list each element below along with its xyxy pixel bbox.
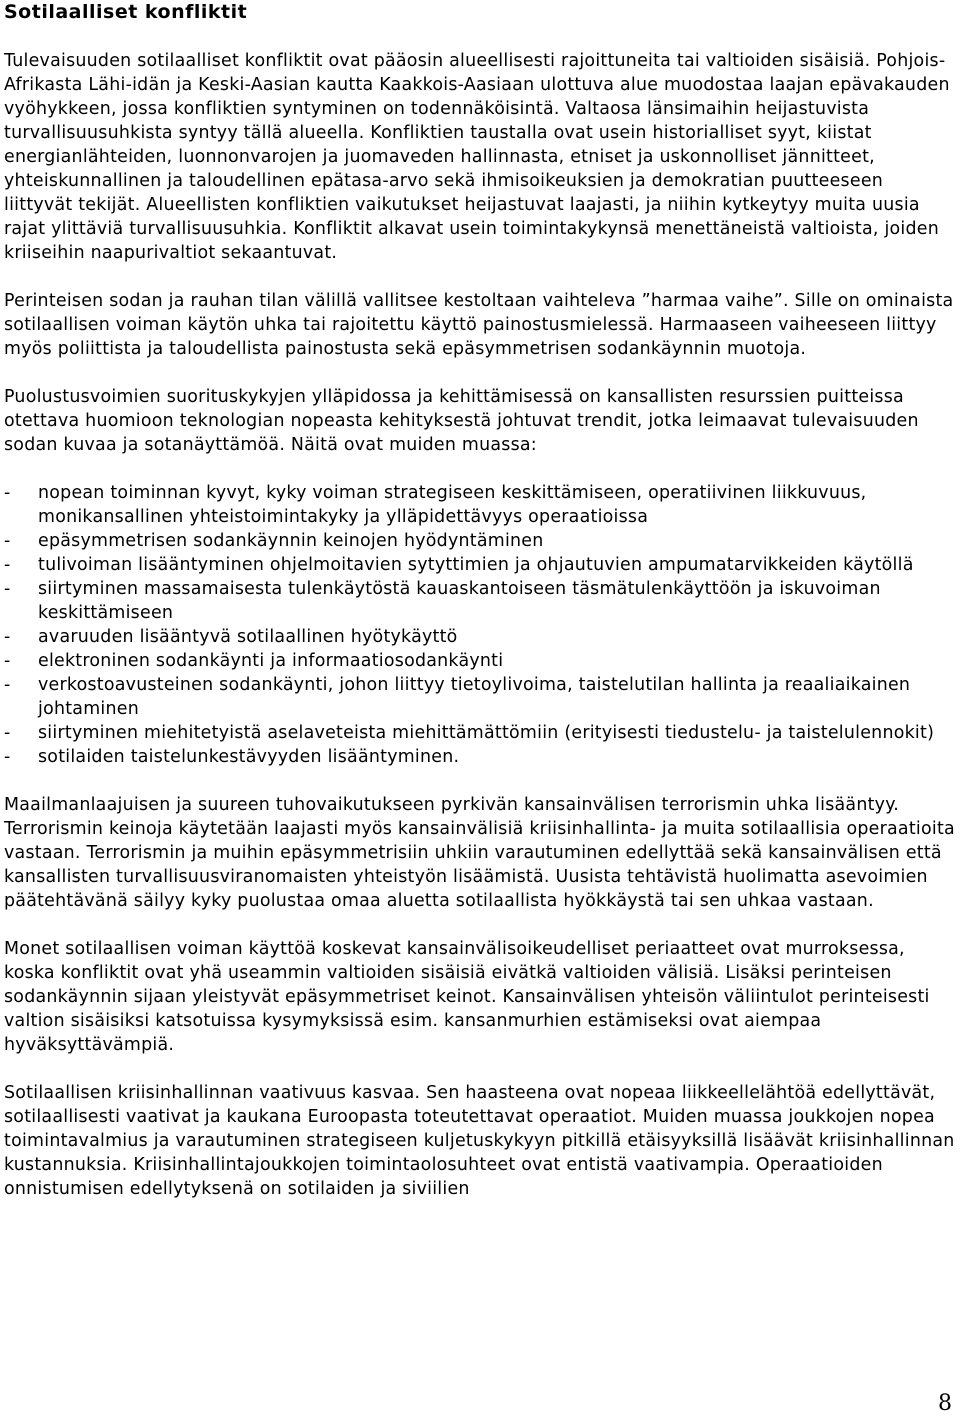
paragraph-gap xyxy=(4,1057,956,1081)
paragraph-intro xyxy=(4,49,956,265)
list-item xyxy=(4,649,956,673)
paragraph-capability: Puolustusvoimien suorituskykyjen ylläpidossa ja kehittämisessä on kansallisten resurssien puitteissa otettava huomioon teknologian nopeasta kehityksestä johtuvat trendit, jotka leimaavat tulevaisuuden sodan kuvaa ja sotanäyttämöä. Näitä ovat muiden muassa: xyxy=(4,387,919,455)
section-title: Sotilaalliset konfliktit xyxy=(4,1,248,23)
paragraph-gap xyxy=(4,361,956,385)
list-item-text: epäsymmetrisen sodankäynnin keinojen hyödyntäminen xyxy=(38,531,544,551)
list-item xyxy=(4,673,956,721)
page-number: 8 xyxy=(938,1391,952,1416)
list-dash: - xyxy=(4,483,11,503)
trend-list xyxy=(4,481,956,769)
intro-text-part2: Konfliktien taustalla ovat usein historialliset syyt, kiistat energianlähteiden, luonnonvarojen ja juomaveden hallinnasta, etniset ja uskonnolliset jännitteet, yhteiskunnallinen ja taloudellinen epätasa-arvo sekä ihmisoikeuksien ja demokratian puutteeseen liittyvät tekijät. Alueellisten konfliktien vaikutukset heijastuvat laajasti, ja niihin kytkeytyy muita uusia rajat ylittäviä turvallisuusuhkia. Konfliktit alkavat usein toimintakykynsä menettäneistä valtioista, joiden kriiseihin naapurivaltiot sekaantuvat. xyxy=(4,123,940,263)
list-dash: - xyxy=(4,627,11,647)
list-item xyxy=(4,577,956,625)
paragraph-crisis-management: Sotilaallisen kriisinhallinnan vaativuus kasvaa. Sen haasteena ovat nopeaa liikkeellelähtöä edellyttävät, sotilaallisesti vaativat ja kaukana Euroopasta toteutettavat operaatiot. Muiden muassa joukkojen nopea toimintavalmius ja varautuminen strategiseen kuljetuskykyyn pitkillä etäisyyksillä lisäävät kriisinhallinnan kustannuksia. Kriisinhallintajoukkojen toimintaolosuhteet ovat entistä vaativampia. Operaatioiden onnistumisen edellytyksenä on sotilaiden ja siviilien xyxy=(4,1083,955,1199)
list-item-text: verkostoavusteinen sodankäynti, johon liittyy tietoylivoima, taistelutilan hallinta ja reaaliaikainen johtaminen xyxy=(38,675,911,719)
list-item xyxy=(4,745,956,769)
paragraph-gap xyxy=(4,769,956,793)
list-item-text: tulivoiman lisääntyminen ohjelmoitavien sytyttimien ja ohjautuvien ampumatarvikkeiden käytöllä xyxy=(38,555,914,575)
list-dash: - xyxy=(4,531,11,551)
paragraph-terrorism: Maailmanlaajuisen ja suureen tuhovaikutukseen pyrkivän kansainvälisen terrorismin uhka lisääntyy. Terrorismin keinoja käytetään laajasti myös kansainvälisiä kriisinhallinta- ja muita sotilaallisia operaatioita vastaan. Terrorismin ja muihin epäsymmetrisiin uhkiin varautuminen edellyttää sekä kansainvälisen että kansallisten turvallisuusviranomaisten yhteistyön lisäämistä. Uusista tehtävistä huolimatta asevoimien päätehtävänä säilyy kyky puolustaa omaa aluetta sotilaallista hyökkäystä tai sen uhkaa vastaan. xyxy=(4,795,955,911)
list-item-text: avaruuden lisääntyvä sotilaallinen hyötykäyttö xyxy=(38,627,458,647)
paragraph-gap xyxy=(4,265,956,289)
list-item xyxy=(4,625,956,649)
document-page xyxy=(4,0,956,1201)
list-item-text: nopean toiminnan kyvyt, kyky voiman strategiseen keskittämiseen, operatiivinen liikkuvuus, monikansallinen yhteistoimintakyky ja ylläpidettävyys operaatioissa xyxy=(38,483,867,527)
list-item-text: siirtyminen miehitetyistä aselaveteista miehittämättömiin (erityisesti tiedustelu- ja taistelulennokit) xyxy=(38,723,935,743)
list-item-text: sotilaiden taistelunkestävyyden lisääntyminen. xyxy=(38,747,460,767)
list-dash: - xyxy=(4,651,11,671)
list-item xyxy=(4,553,956,577)
list-item xyxy=(4,529,956,553)
list-dash: - xyxy=(4,723,11,743)
paragraph-gap xyxy=(4,457,956,481)
paragraph-gap xyxy=(4,913,956,937)
paragraph-grey-zone: Perinteisen sodan ja rauhan tilan välillä vallitsee kestoltaan vaihteleva ”harmaa vaihe”. Sille on ominaista sotilaallisen voiman käytön uhka tai rajoitettu käyttö painostusmielessä. Harmaaseen vaiheeseen liittyy myös poliittista ja taloudellista painostusta sekä epäsymmetrisen sodankäynnin muotoja. xyxy=(4,291,954,359)
list-dash: - xyxy=(4,675,11,695)
intro-text-part1: Tulevaisuuden sotilaalliset konfliktit ovat pääosin alueellisesti rajoittuneita tai valtioiden sisäisiä. Pohjois-Afrikasta Lähi-idän ja Keski-Aasian kautta Kaakkois-Aasiaan ulottuva alue muodostaa laajan epävakauden vyöhykkeen, jossa konfliktien syntyminen on todennäköisintä. Valtaosa länsimaihin heijastuvista turvallisuusuhkista syntyy tällä alueella. xyxy=(4,51,950,143)
list-dash: - xyxy=(4,747,11,767)
list-item-text: elektroninen sodankäynti ja informaatiosodankäynti xyxy=(38,651,504,671)
list-dash: - xyxy=(4,579,11,599)
paragraph-international-law: Monet sotilaallisen voiman käyttöä koskevat kansainvälisoikeudelliset periaatteet ovat murroksessa, koska konfliktit ovat yhä useammin valtioiden sisäisiä eivätkä valtioiden välisiä. Lisäksi perinteisen sodankäynnin sijaan yleistyvät epäsymmetriset keinot. Kansainvälisen yhteisön väliintulot perinteisesti valtion sisäisiksi katsotuissa kysymyksissä esim. kansanmurhien estämiseksi ovat aiempaa hyväksyttävämpiä. xyxy=(4,939,930,1055)
list-item xyxy=(4,481,956,529)
list-dash: - xyxy=(4,555,11,575)
list-item xyxy=(4,721,956,745)
list-item-text: siirtyminen massamaisesta tulenkäytöstä kauaskantoiseen täsmätulenkäyttöön ja iskuvoiman keskittämiseen xyxy=(38,579,881,623)
